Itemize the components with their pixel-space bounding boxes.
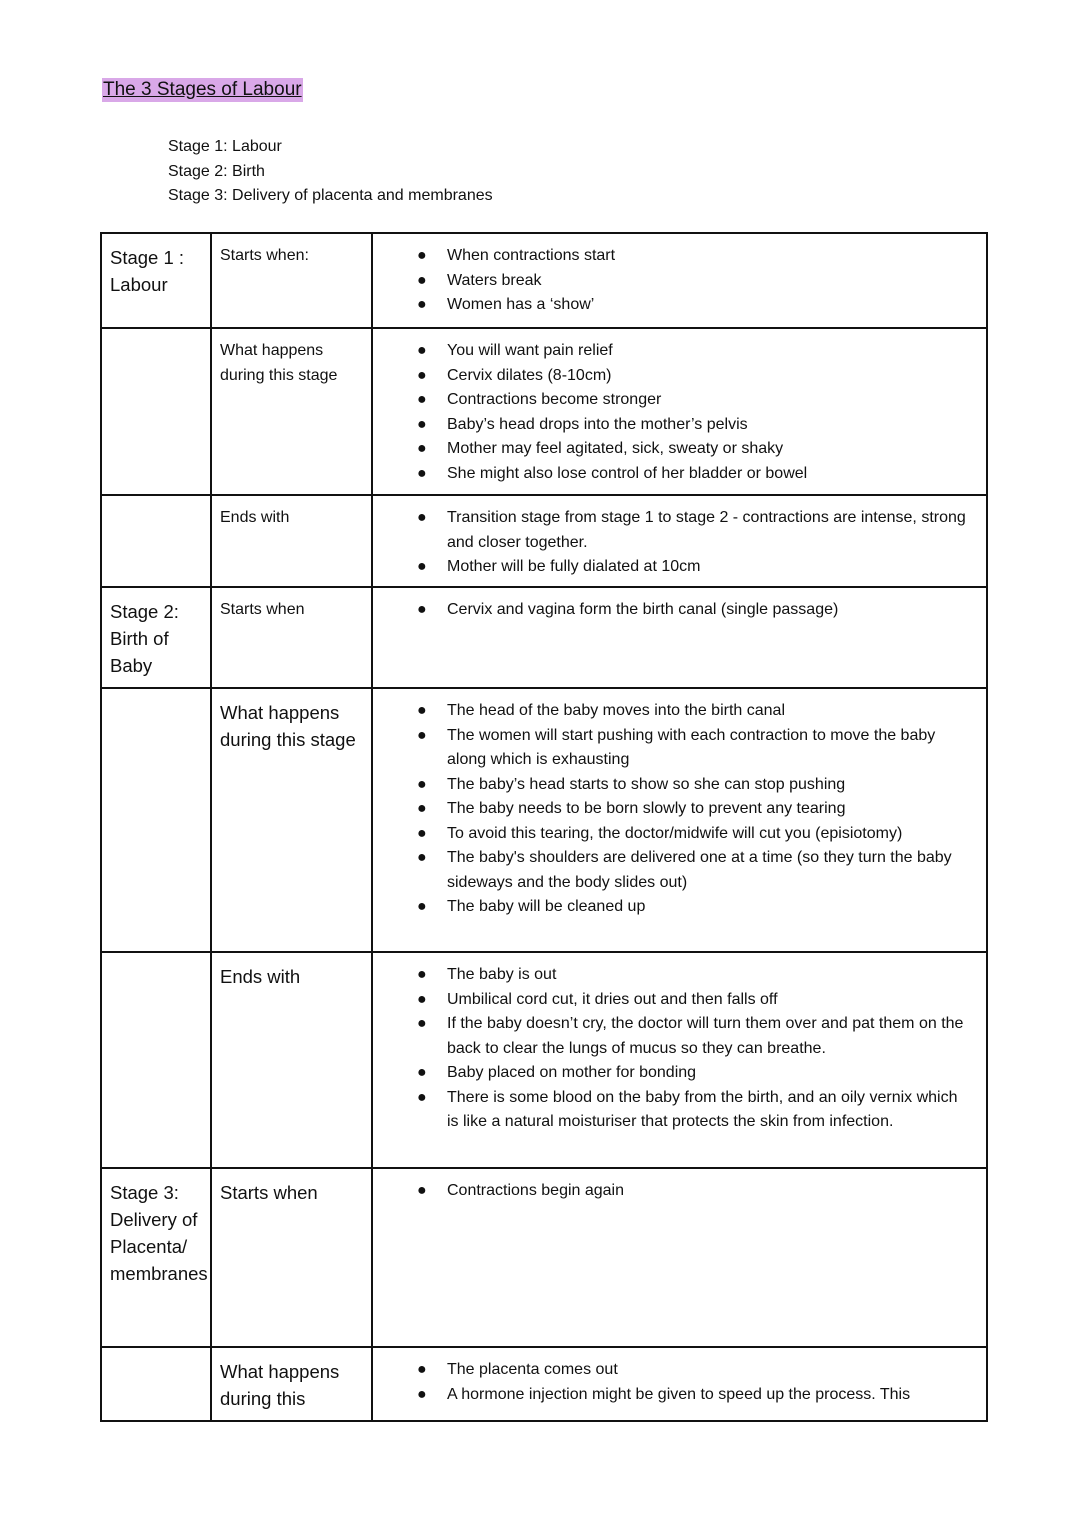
bullet-text: The women will start pushing with each contraction to move the baby along which is exhausting xyxy=(447,726,936,768)
bullet-item xyxy=(373,846,978,895)
details-cell xyxy=(372,587,987,688)
bullet-text: The baby is out xyxy=(447,966,557,983)
bullet-icon: ● xyxy=(417,601,427,618)
bullet-list xyxy=(373,244,978,318)
phase-cell: What happens during this xyxy=(211,1347,372,1421)
bullet-icon: ● xyxy=(417,391,427,408)
bullet-list xyxy=(373,699,978,920)
table-row xyxy=(101,233,987,328)
stage-list-item: Stage 2: Birth xyxy=(168,162,265,180)
bullet-item xyxy=(373,822,978,847)
phase-cell: Starts when xyxy=(211,1168,372,1347)
bullet-icon: ● xyxy=(417,271,427,289)
bullet-icon: ● xyxy=(417,1361,427,1378)
bullet-text: You will want pain relief xyxy=(447,342,613,359)
bullet-text: To avoid this tearing, the doctor/midwife will cut you (episiotomy) xyxy=(447,824,903,842)
bullet-icon: ● xyxy=(417,1385,427,1403)
table-row xyxy=(101,688,987,952)
bullet-icon: ● xyxy=(417,558,427,575)
bullet-text: There is some blood on the baby from the birth, and an oily vernix which is like a natural moisturiser that protects the skin from infection. xyxy=(447,1088,958,1130)
bullet-text: Transition stage from stage 1 to stage 2 - contractions are intense, strong and closer together. xyxy=(447,509,966,551)
bullet-list xyxy=(373,1358,978,1407)
bullet-icon: ● xyxy=(417,702,427,719)
bullet-icon: ● xyxy=(417,726,427,744)
bullet-text: Baby placed on mother for bonding xyxy=(447,1064,697,1081)
document-title: The 3 Stages of Labour xyxy=(103,79,302,100)
bullet-icon: ● xyxy=(417,296,427,313)
stage-list-item: Stage 1: Labour xyxy=(168,138,282,155)
bullet-text: Umbilical cord cut, it dries out and then falls off xyxy=(447,990,778,1008)
bullet-text: Waters break xyxy=(447,271,542,289)
details-cell xyxy=(372,233,987,328)
bullet-item xyxy=(373,724,978,773)
stage-cell: Stage 1 : Labour xyxy=(101,233,211,328)
bullet-list xyxy=(373,598,978,623)
bullet-icon: ● xyxy=(417,464,427,482)
bullet-item xyxy=(373,413,978,438)
bullet-item xyxy=(373,388,978,413)
details-cell xyxy=(372,495,987,587)
stage-cell xyxy=(101,495,211,587)
bullet-item xyxy=(373,598,978,623)
bullet-icon: ● xyxy=(417,824,427,842)
bullet-item xyxy=(373,339,978,364)
table-row xyxy=(101,1168,987,1347)
bullet-item xyxy=(373,269,978,294)
bullet-icon: ● xyxy=(417,366,427,384)
bullet-text: The baby’s head starts to show so she can stop pushing xyxy=(447,775,846,793)
table-row xyxy=(101,328,987,495)
bullet-list xyxy=(373,506,978,580)
bullet-icon: ● xyxy=(417,800,427,817)
table-row xyxy=(101,495,987,587)
phase-cell: What happens during this stage xyxy=(211,328,372,495)
bullet-item xyxy=(373,1012,978,1061)
bullet-icon: ● xyxy=(417,898,427,915)
bullet-item xyxy=(373,293,978,318)
bullet-text: Cervix and vagina form the birth canal (single passage) xyxy=(447,601,839,618)
bullet-item xyxy=(373,555,978,580)
details-cell xyxy=(372,952,987,1168)
phase-cell: Starts when xyxy=(211,587,372,688)
bullet-icon: ● xyxy=(417,509,427,526)
bullet-icon: ● xyxy=(417,775,427,793)
bullet-item xyxy=(373,1358,978,1383)
bullet-item xyxy=(373,1383,978,1408)
bullet-text: Contractions begin again xyxy=(447,1182,625,1199)
bullet-icon: ● xyxy=(417,1088,427,1106)
table-row xyxy=(101,952,987,1168)
bullet-text: The baby needs to be born slowly to prevent any tearing xyxy=(447,800,846,817)
bullet-icon: ● xyxy=(417,1182,427,1199)
bullet-icon: ● xyxy=(417,966,427,983)
bullet-text: When contractions start xyxy=(447,247,616,264)
details-cell xyxy=(372,1168,987,1347)
phase-cell: Starts when: xyxy=(211,233,372,328)
bullet-item xyxy=(373,773,978,798)
phase-cell: What happens during this stage xyxy=(211,688,372,952)
bullet-text: A hormone injection might be given to speed up the process. This xyxy=(447,1385,911,1403)
bullet-icon: ● xyxy=(417,247,427,264)
bullet-icon: ● xyxy=(417,342,427,359)
bullet-icon: ● xyxy=(417,440,427,457)
stage-cell xyxy=(101,952,211,1168)
bullet-item xyxy=(373,699,978,724)
bullet-item xyxy=(373,462,978,487)
bullet-item xyxy=(373,1061,978,1086)
stage-cell xyxy=(101,1347,211,1421)
bullet-item xyxy=(373,364,978,389)
stage-list xyxy=(168,135,493,209)
bullet-item xyxy=(373,797,978,822)
bullet-text: Women has a ‘show’ xyxy=(447,296,595,313)
bullet-text: The head of the baby moves into the birth canal xyxy=(447,702,785,719)
table-row xyxy=(101,1347,987,1421)
bullet-item xyxy=(373,506,978,555)
bullet-icon: ● xyxy=(417,1064,427,1081)
table-row xyxy=(101,587,987,688)
bullet-item xyxy=(373,437,978,462)
phase-cell: Ends with xyxy=(211,952,372,1168)
bullet-text: Baby’s head drops into the mother’s pelvis xyxy=(447,415,748,433)
bullet-icon: ● xyxy=(417,990,427,1008)
stage-cell: Stage 3: Delivery of Placenta/ membranes xyxy=(101,1168,211,1347)
bullet-text: She might also lose control of her bladder or bowel xyxy=(447,464,808,482)
stage-list-item: Stage 3: Delivery of placenta and membranes xyxy=(168,187,493,204)
details-cell xyxy=(372,328,987,495)
bullet-item xyxy=(373,1086,978,1135)
phase-cell: Ends with xyxy=(211,495,372,587)
bullet-list xyxy=(373,963,978,1135)
bullet-item xyxy=(373,895,978,920)
bullet-icon: ● xyxy=(417,415,427,433)
bullet-text: Mother may feel agitated, sick, sweaty or shaky xyxy=(447,440,784,457)
bullet-item xyxy=(373,988,978,1013)
bullet-text: Cervix dilates (8-10cm) xyxy=(447,366,612,384)
stage-cell: Stage 2: Birth of Baby xyxy=(101,587,211,688)
bullet-item xyxy=(373,963,978,988)
details-cell xyxy=(372,1347,987,1421)
bullet-text: The baby's shoulders are delivered one at a time (so they turn the baby sideways and the body slides out) xyxy=(447,849,952,891)
bullet-list xyxy=(373,339,978,486)
bullet-text: Mother will be fully dialated at 10cm xyxy=(447,558,701,575)
bullet-item xyxy=(373,1179,978,1204)
bullet-item xyxy=(373,244,978,269)
stage-cell xyxy=(101,328,211,495)
stages-table xyxy=(100,232,988,1422)
bullet-list xyxy=(373,1179,978,1204)
details-cell xyxy=(372,688,987,952)
bullet-text: Contractions become stronger xyxy=(447,391,662,408)
stage-cell xyxy=(101,688,211,952)
bullet-icon: ● xyxy=(417,849,427,866)
bullet-text: The placenta comes out xyxy=(447,1361,618,1378)
bullet-text: If the baby doesn’t cry, the doctor will turn them over and pat them on the back to clear the lungs of mucus so they can breathe. xyxy=(447,1015,964,1057)
bullet-text: The baby will be cleaned up xyxy=(447,898,646,915)
bullet-icon: ● xyxy=(417,1015,427,1032)
